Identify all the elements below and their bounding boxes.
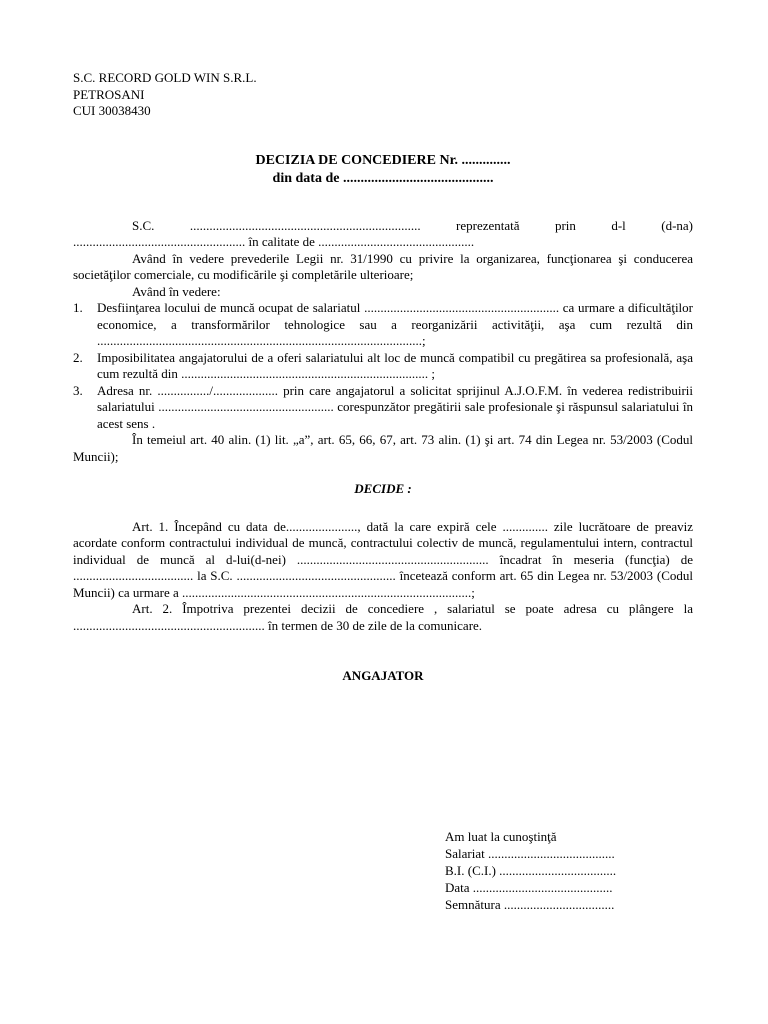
employee-line: Salariat ....................................... [445,846,615,861]
acknowledgement-heading: Am luat la cunoştinţă [445,829,557,844]
list-item [73,300,693,350]
date-line: Data ........................................... [445,880,613,895]
title-line-1: DECIZIA DE CONCEDIERE Nr. .............. [255,152,511,168]
legal-basis-paragraph: În temeiul art. 40 alin. (1) lit. „a”, art. 65, 66, 67, art. 73 alin. (1) şi art. 74 din Legea nr. 53/2003 (Codul Muncii); [73,432,693,464]
document-page [73,70,693,685]
company-header [73,70,693,120]
acknowledgement-block [445,829,616,914]
considerations-list [73,300,693,432]
company-cui: CUI 30038430 [73,103,151,118]
employer-label: ANGAJATOR [342,668,424,683]
article-2: Art. 2. Împotriva prezentei decizii de concediere , salariatul se poate adresa cu plângere la ........................................................... în termen de 30 de zile de la comunicare. [73,601,693,633]
list-item-number: 2. [73,349,83,365]
list-item [73,383,693,433]
list-item [73,350,693,383]
article-1: Art. 1. Începând cu data de......................, dată la care expiră cele .............. zile lucrătoare de preaviz acordate conform contractului individual de muncă, contractului colectiv de muncă, regulamentului intern, contractul individual de muncă al d-lui(d-nei) ........................................................... încadrat în meseria (funcţia) de ..................................... la S.C. ................................................. încetează conform art. 65 din Legea nr. 53/2003 (Codul Muncii) ca urmare a .........................................................................................; [73,518,693,600]
list-item-text: Adresa nr. ................/.................... prin care angajatorul a solicitat sprijinul A.J.O.F.M. în vederea redistribuirii salariatului ...................................................... corespunzător pregătirii sale profesionale şi răspunsul salariatului în acest sens . [97,382,693,431]
list-item-text: Desfiinţarea locului de muncă ocupat de salariatul ............................................................ ca urmare a dificultăţilor economice, a transformărilor tehnologice sau a reorganizării activităţii, aşa cum rezultă din ....................................................................................................; [97,300,693,348]
intro-paragraph-1: S.C. ....................................................................... reprezentată prin d-l (d-na) ..................................................... în calitate de ................................................ [73,217,693,249]
company-name: S.C. RECORD GOLD WIN S.R.L. [73,70,257,85]
signature-line: Semnătura .................................. [445,897,615,912]
intro-paragraph-3: Având în vedere: [132,283,221,299]
id-card-line: B.I. (C.I.) .................................... [445,863,617,878]
document-title [73,152,693,188]
decide-heading: DECIDE : [354,481,412,496]
list-item-number: 1. [73,300,83,315]
document-body [73,218,693,685]
intro-paragraph-2: Având în vedere prevederile Legii nr. 31/1990 cu privire la organizarea, funcţionarea şi conducerea societăţilor comerciale, cu modificările şi completările ulterioare; [73,250,693,282]
title-line-2: din data de ........................................... [272,170,494,186]
list-item-number: 3. [73,382,83,398]
list-item-text: Imposibilitatea angajatorului de a oferi salariatului alt loc de muncă compatibil cu pregătirea sa profesională, aşa cum rezultă din ............................................................................ ; [97,349,693,381]
company-city: PETROSANI [73,86,145,102]
